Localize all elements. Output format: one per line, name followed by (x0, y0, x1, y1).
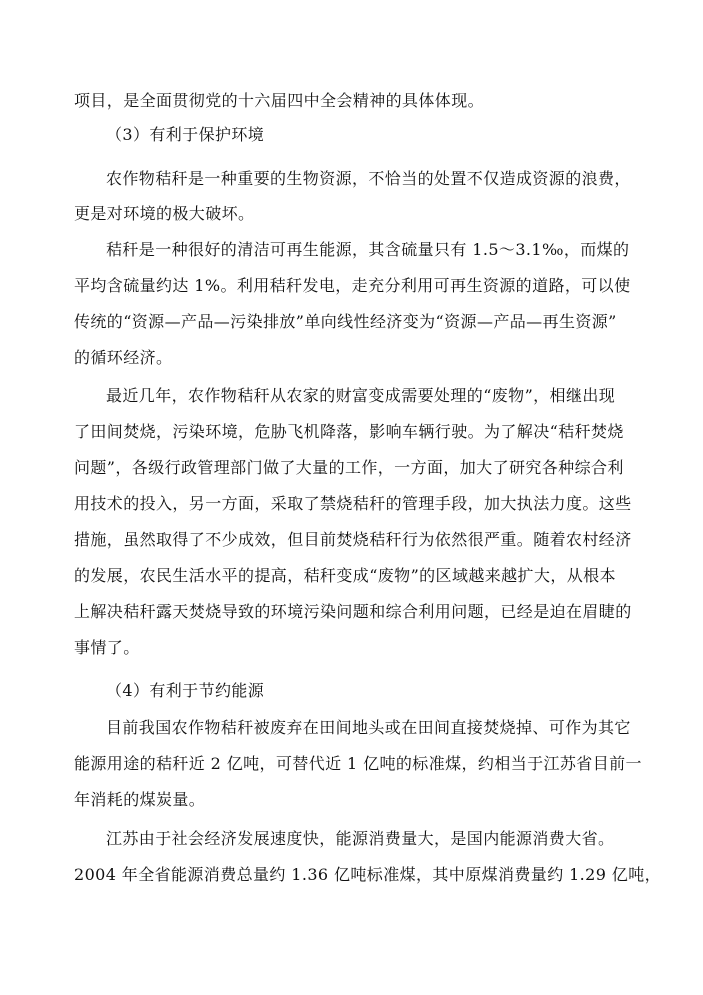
paragraph-line: 的循环经济。 (74, 348, 173, 367)
paragraph-line: 目前我国农作物秸秆被废弃在田间地头或在田间直接焚烧掉、可作为其它 (106, 718, 631, 737)
section-heading: （4）有利于节约能源 (106, 681, 265, 700)
section-heading: （3）有利于保护环境 (106, 125, 265, 144)
paragraph-line: 能源用途的秸秆近 2 亿吨，可替代近 1 亿吨的标准煤，约相当于江苏省目前一 (74, 754, 642, 773)
paragraph-line: 用技术的投入，另一方面，采取了禁烧秸秆的管理手段，加大执法力度。这些 (74, 494, 632, 513)
paragraph-line: 上解决秸秆露天焚烧导致的环境污染问题和综合利用问题，已经是迫在眉睫的 (74, 602, 632, 621)
paragraph-line: 项目，是全面贯彻党的十六届四中全会精神的具体体现。 (74, 91, 485, 110)
paragraph-line: 措施，虽然取得了不少成效，但目前焚烧秸秆行为依然很严重。随着农村经济 (74, 530, 632, 549)
paragraph-line: 江苏由于社会经济发展速度快，能源消费量大，是国内能源消费大省。 (106, 829, 615, 848)
paragraph-line: 的发展，农民生活水平的提高，秸秆变成“废物”的区域越来越扩大，从根本 (74, 566, 616, 585)
paragraph-line: 平均含硫量约达 1%。利用秸秆发电，走充分利用可再生资源的道路，可以使 (74, 276, 631, 295)
paragraph-line: 2004 年全省能源消费总量约 1.36 亿吨标准煤，其中原煤消费量约 1.29 亿吨， (74, 865, 661, 884)
paragraph-line: 了田间焚烧，污染环境，危胁飞机降落，影响车辆行驶。为了解决“秸秆焚烧 (74, 422, 624, 441)
paragraph-line: 农作物秸秆是一种重要的生物资源，不恰当的处置不仅造成资源的浪费， (106, 169, 631, 188)
paragraph-line: 更是对环境的极大破坏。 (74, 204, 255, 223)
paragraph-line: 传统的“资源—产品—污染排放”单向线性经济变为“资源—产品—再生资源” (74, 312, 617, 331)
paragraph-line: 年消耗的煤炭量。 (74, 790, 206, 809)
paragraph-line: 最近几年，农作物秸秆从农家的财富变成需要处理的“废物”，相继出现 (106, 386, 616, 405)
paragraph-line: 秸秆是一种很好的清洁可再生能源，其含硫量只有 1.5～3.1‰，而煤的 (106, 240, 630, 259)
paragraph-line: 问题”，各级行政管理部门做了大量的工作，一方面，加大了研究各种综合利 (74, 458, 624, 477)
paragraph-line: 事情了。 (74, 638, 140, 657)
